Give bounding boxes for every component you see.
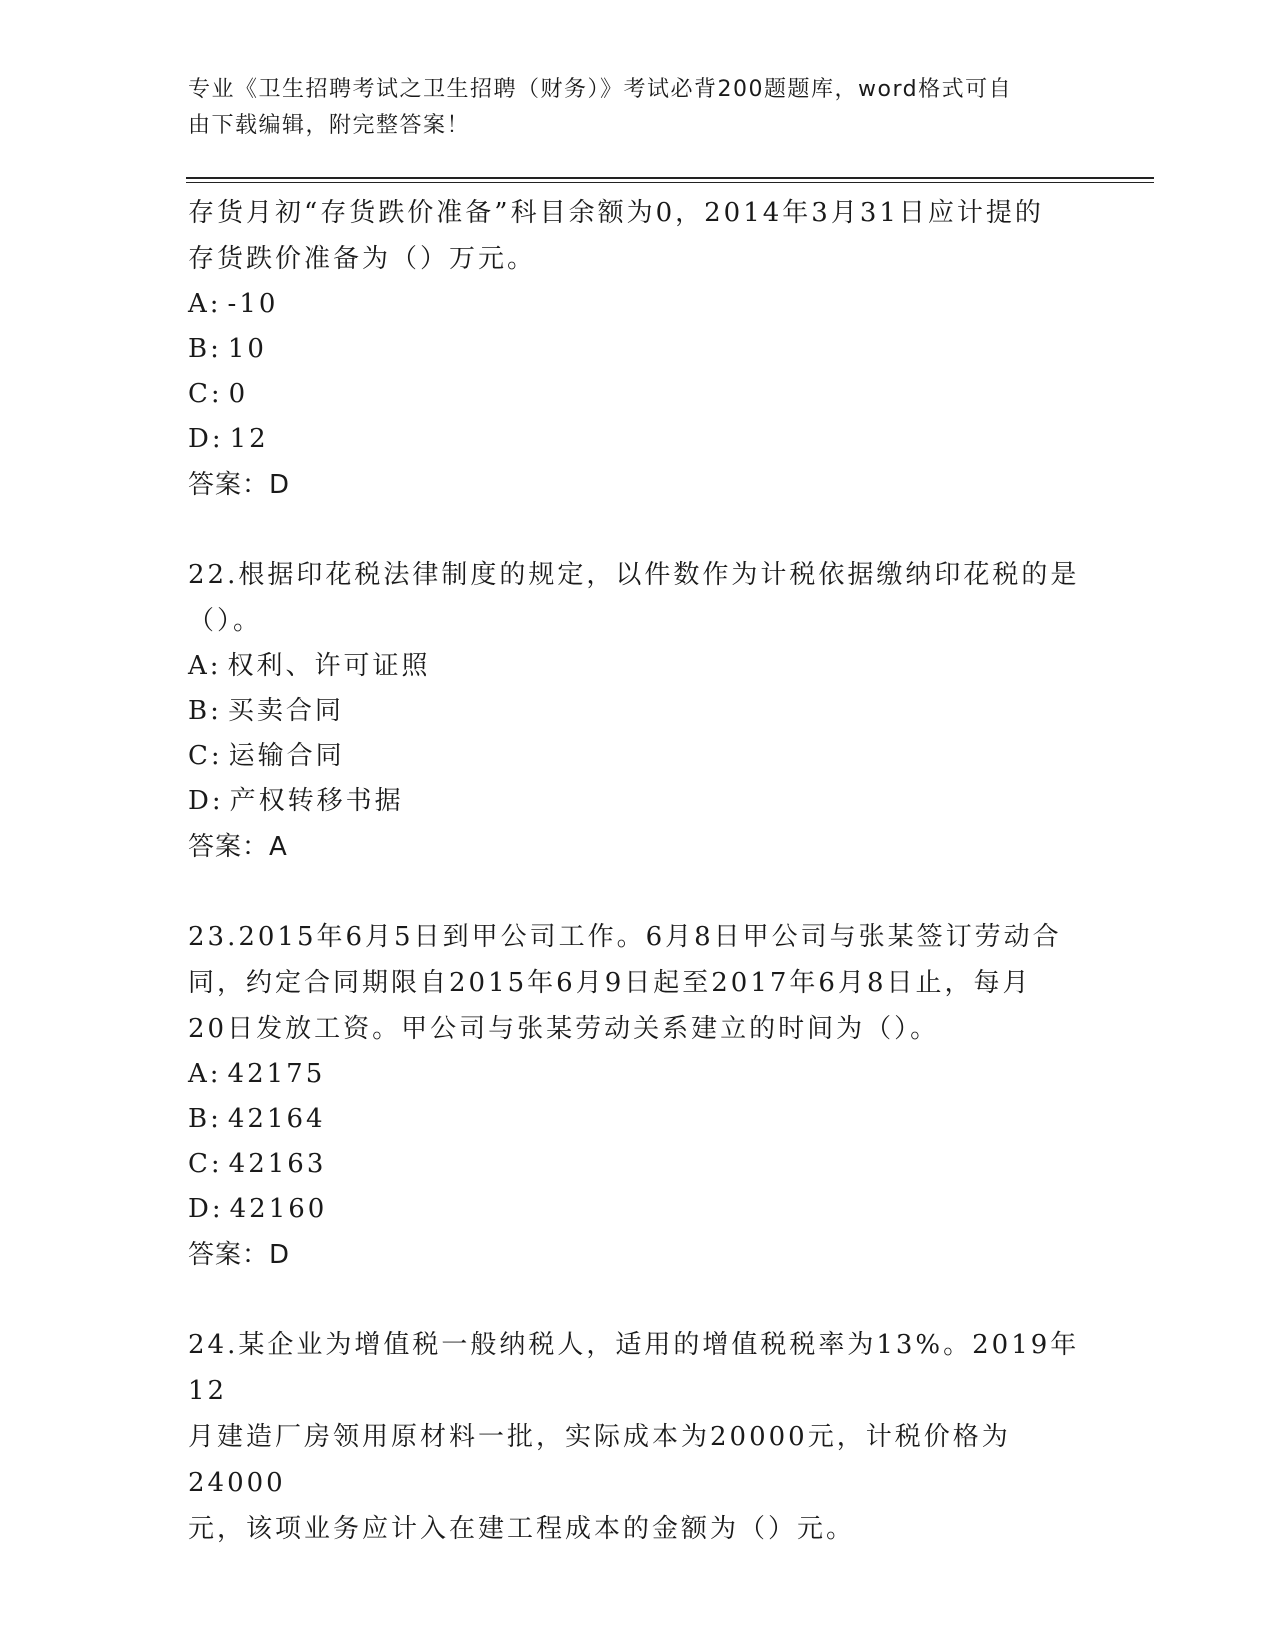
option-key: A: xyxy=(188,651,222,681)
option-b xyxy=(188,327,1088,372)
option-c xyxy=(188,1142,1088,1187)
option-text: 42164 xyxy=(227,1104,326,1134)
question-list xyxy=(188,190,1088,1552)
option-text: 权利、许可证照 xyxy=(227,651,431,681)
option-key: D: xyxy=(188,424,224,454)
option-c xyxy=(188,372,1088,417)
question-text-line: 23.2015年6月5日到甲公司工作。6月8日甲公司与张某签订劳动合 xyxy=(188,922,1062,952)
document-header xyxy=(188,72,1088,144)
option-d xyxy=(188,417,1088,462)
question-22 xyxy=(188,552,1088,870)
question-text-line: 存货跌价准备为（）万元。 xyxy=(188,244,537,274)
option-text: 0 xyxy=(228,379,249,409)
question-text-line: 同，约定合同期限自2015年6月9日起至2017年6月8日止，每月 xyxy=(188,968,1032,998)
option-text: 买卖合同 xyxy=(227,696,344,726)
header-line-1: 专业《卫生招聘考试之卫生招聘（财务）》考试必背200题题库，word格式可自 xyxy=(188,77,1013,102)
question-text-line: 存货月初“存货跌价准备”科目余额为0，2014年3月31日应计提的 xyxy=(188,198,1044,228)
option-d xyxy=(188,779,1088,824)
question-text-line: 22.根据印花税法律制度的规定，以件数作为计税依据缴纳印花税的是 xyxy=(188,560,1080,590)
question-24 xyxy=(188,1322,1088,1552)
question-text-line: 元，该项业务应计入在建工程成本的金额为（）元。 xyxy=(188,1514,856,1544)
option-text: 10 xyxy=(227,334,267,364)
question-text-line: （）。 xyxy=(188,606,263,636)
option-key: B: xyxy=(188,334,222,364)
answer-line: 答案：D xyxy=(188,470,291,500)
option-key: C: xyxy=(188,1149,223,1179)
header-divider-thick xyxy=(186,177,1154,179)
answer-line: 答案：D xyxy=(188,1240,291,1270)
option-text: 运输合同 xyxy=(228,741,345,771)
option-key: B: xyxy=(188,1104,222,1134)
option-d xyxy=(188,1187,1088,1232)
answer-line: 答案：A xyxy=(188,832,288,862)
option-key: C: xyxy=(188,741,223,771)
question-21 xyxy=(188,190,1088,508)
question-spacer xyxy=(188,508,1088,552)
option-a xyxy=(188,1052,1088,1097)
question-text-line: 月建造厂房领用原材料一批，实际成本为20000元，计税价格为24000 xyxy=(188,1422,1011,1498)
option-key: A: xyxy=(188,1059,222,1089)
header-line-2: 由下载编辑，附完整答案！ xyxy=(188,113,471,138)
option-b xyxy=(188,1097,1088,1142)
question-23 xyxy=(188,914,1088,1278)
option-text: 42175 xyxy=(227,1059,326,1089)
option-text: 42160 xyxy=(229,1194,328,1224)
option-b xyxy=(188,689,1088,734)
option-text: -10 xyxy=(227,289,279,319)
option-text: 12 xyxy=(229,424,269,454)
option-text: 42163 xyxy=(228,1149,327,1179)
question-text-line: 20日发放工资。甲公司与张某劳动关系建立的时间为（）。 xyxy=(188,1014,940,1044)
option-key: A: xyxy=(188,289,222,319)
question-spacer xyxy=(188,870,1088,914)
option-text: 产权转移书据 xyxy=(229,786,404,816)
question-text-line: 24.某企业为增值税一般纳税人，适用的增值税税率为13%。2019年12 xyxy=(188,1330,1080,1406)
option-key: C: xyxy=(188,379,223,409)
option-c xyxy=(188,734,1088,779)
option-key: B: xyxy=(188,696,222,726)
option-a xyxy=(188,282,1088,327)
option-key: D: xyxy=(188,1194,224,1224)
option-key: D: xyxy=(188,786,224,816)
header-divider-thin xyxy=(186,182,1154,183)
option-a xyxy=(188,644,1088,689)
question-spacer xyxy=(188,1278,1088,1322)
